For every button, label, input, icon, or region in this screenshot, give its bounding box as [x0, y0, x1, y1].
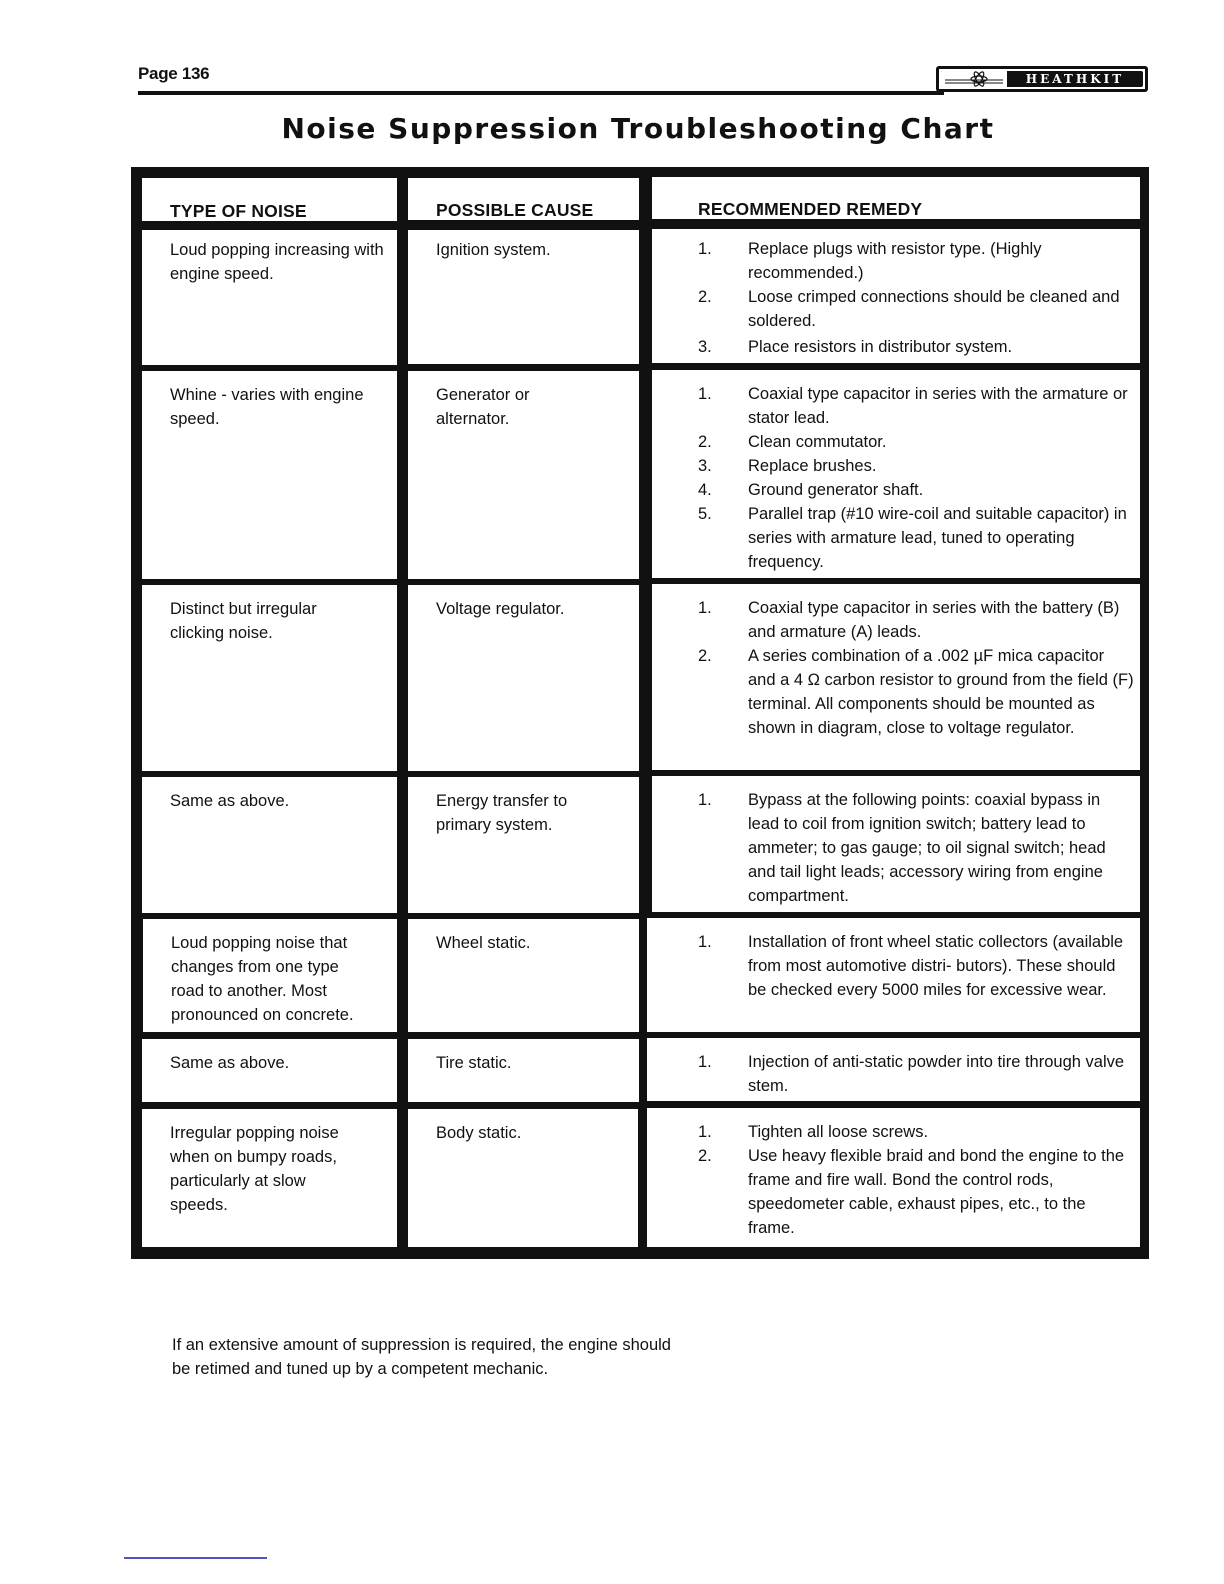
table-row-7-remedy — [647, 1108, 1140, 1247]
header-rule — [138, 91, 944, 95]
remedy-item: 2. Loose crimped connections should be cleaned and soldered. — [698, 288, 1120, 330]
logo-emblem — [941, 71, 1007, 87]
remedy-item: 4. Ground generator shaft. — [698, 481, 924, 499]
table-row-4-noise: Same as above. — [142, 777, 397, 913]
table-row-4-remedy — [652, 776, 1140, 912]
remedy-item: 1. Tighten all loose screws. — [698, 1123, 929, 1141]
remedy-item: 1. Coaxial type capacitor in series with the battery (B) and armature (A) leads. — [698, 599, 1120, 641]
heathkit-logo — [936, 66, 1148, 92]
remedy-item: 2. A series combination of a .002 µF mica capacitor and a 4 Ω carbon resistor to ground from the field (F) terminal. All components should be mounted as shown in diagram, close to voltage regulator. — [698, 647, 1134, 737]
page-number: Page 136 — [138, 64, 210, 83]
table-row-6-remedy — [647, 1038, 1140, 1101]
table-row-2-cause: Generator or alternator. — [408, 371, 639, 579]
table-row-4-cause: Energy transfer to primary system. — [408, 777, 639, 913]
remedy-item: 1. Installation of front wheel static collectors (available from most automotive distri- butors). These should be checked every 5000 miles for excessive wear. — [698, 933, 1124, 999]
atom-icon — [943, 71, 1005, 87]
remedy-item: 3. Place resistors in distributor system. — [698, 338, 1013, 356]
table-row-2-remedy — [652, 370, 1140, 578]
table-row-6-noise: Same as above. — [142, 1039, 397, 1102]
logo-wordmark: HEATHKIT — [1025, 72, 1125, 86]
table-row-3-cause: Voltage regulator. — [408, 585, 639, 771]
remedy-item: 1. Injection of anti-static powder into tire through valve stem. — [698, 1053, 1125, 1095]
remedy-item: 3. Replace brushes. — [698, 457, 877, 475]
column-header-type-of-noise: TYPE OF NOISE — [142, 178, 397, 221]
table-row-1-remedy — [652, 229, 1140, 363]
table-row-2-noise: Whine - varies with engine speed. — [142, 371, 397, 579]
table-row-5-cause: Wheel static. — [408, 919, 639, 1032]
remedy-item: 2. Clean commutator. — [698, 433, 887, 451]
column-header-possible-cause: POSSIBLE CAUSE — [408, 178, 639, 220]
remedy-item: 2. Use heavy flexible braid and bond the engine to the frame and fire wall. Bond the control rods, speedometer cable, exhaust pipes, etc., to the frame. — [698, 1147, 1125, 1237]
column-header-recommended-remedy: RECOMMENDED REMEDY — [652, 177, 1140, 219]
table-row-3-noise: Distinct but irregular clicking noise. — [142, 585, 397, 771]
bottom-rule — [124, 1557, 267, 1559]
table-row-5-remedy — [647, 918, 1140, 1032]
table-row-3-remedy — [652, 584, 1140, 770]
footnote: If an extensive amount of suppression is required, the engine should be retimed and tuned up by a competent mechanic. — [172, 1336, 671, 1378]
page-title: Noise Suppression Troubleshooting Chart — [281, 112, 995, 145]
remedy-item: 5. Parallel trap (#10 wire-coil and suitable capacitor) in series with armature lead, tuned to operating frequency. — [698, 505, 1127, 571]
table-row-7-noise: Irregular popping noise when on bumpy roads, particularly at slow speeds. — [142, 1109, 397, 1247]
remedy-item: 1. Coaxial type capacitor in series with the armature or stator lead. — [698, 385, 1128, 427]
table-row-7-cause: Body static. — [408, 1109, 638, 1247]
table-row-5-noise: Loud popping noise that changes from one type road to another. Most pronounced on concrete. — [143, 919, 397, 1032]
logo-plate — [941, 71, 1143, 87]
table-row-6-cause: Tire static. — [408, 1039, 639, 1102]
table-row-1-noise: Loud popping increasing with engine speed. — [142, 230, 397, 365]
troubleshooting-chart — [131, 167, 1149, 1259]
remedy-item: 1. Replace plugs with resistor type. (Highly recommended.) — [698, 240, 1042, 282]
remedy-item: 1. Bypass at the following points: coaxial bypass in lead to coil from ignition switch; battery lead to ammeter; to gas gauge; to oil signal switch; head and tail light leads; accessory wiring from engine compartment. — [698, 791, 1106, 905]
table-row-1-cause: Ignition system. — [408, 230, 639, 364]
